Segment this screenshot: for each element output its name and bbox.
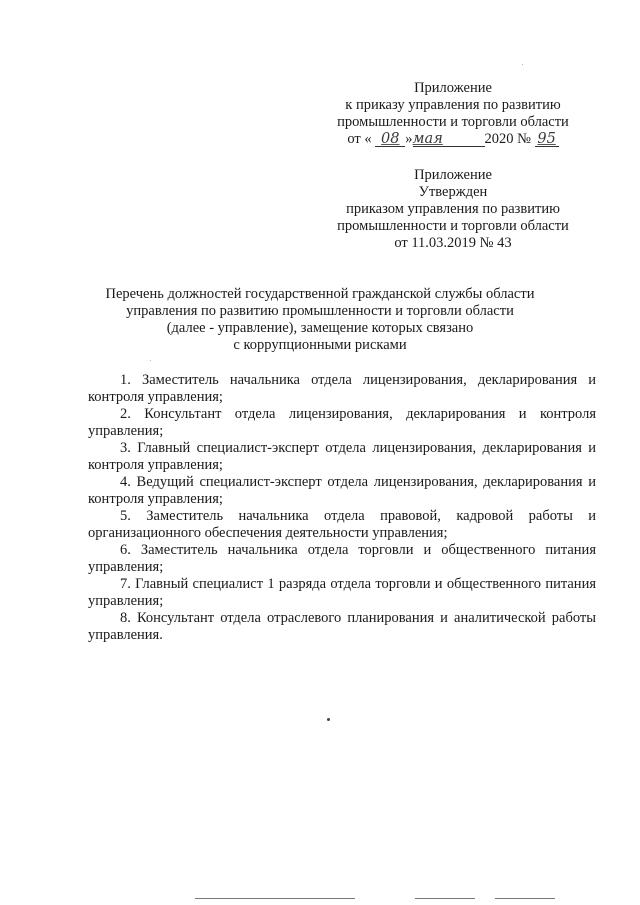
appendix-order-ref: к приказу управления по развитию (345, 97, 561, 113)
scan-edge-line (415, 898, 475, 899)
date-mid: » (405, 131, 413, 147)
document-title (100, 286, 540, 354)
date-year: 2020 № (484, 131, 531, 147)
list-item: 6. Заместитель начальника отдела торговли и общественного питания управления; (88, 542, 596, 575)
scan-edge-line (495, 898, 555, 899)
list-item: 1. Заместитель начальника отдела лицензирования, декларирования и контроля управления; (88, 372, 596, 405)
list-item: 5. Заместитель начальника отдела правовой, кадровой работы и организационного обеспечения деятельности управления; (88, 508, 596, 541)
original-order-dept: промышленности и торговли области (337, 218, 569, 234)
list-item: 8. Консультант отдела отраслевого планирования и аналитической работы управления. (88, 610, 596, 643)
handwritten-day: 08 (381, 131, 400, 147)
original-order-date: от 11.03.2019 № 43 (394, 235, 512, 251)
scan-speck (327, 718, 330, 721)
date-prefix: от « (347, 131, 372, 147)
original-appendix-label: Приложение (414, 167, 492, 183)
title-line-3: (далее - управление), замещение которых связано (166, 320, 474, 336)
list-item: 4. Ведущий специалист-эксперт отдела лицензирования, декларирования и контроля управления; (88, 474, 596, 507)
appendix-current-header (328, 80, 578, 148)
scan-edge-line (195, 898, 355, 899)
appendix-order-dept: промышленности и торговли области (337, 114, 569, 130)
approved-label: Утвержден (418, 184, 488, 200)
list-item: 2. Консультант отдела лицензирования, декларирования и контроля управления; (88, 406, 596, 439)
appendix-date-line (328, 131, 578, 148)
list-item: 7. Главный специалист 1 разряда отдела торговли и общественного питания управления; (88, 576, 596, 609)
scan-speck (150, 360, 151, 361)
original-order-ref: приказом управления по развитию (346, 201, 560, 217)
handwritten-number: 95 (537, 131, 556, 147)
appendix-original-header (328, 167, 578, 252)
positions-list (88, 372, 596, 644)
title-line-1: Перечень должностей государственной гражданской службы области (105, 286, 535, 302)
scan-speck (522, 64, 523, 65)
handwritten-month: мая (412, 131, 443, 147)
list-item: 3. Главный специалист-эксперт отдела лицензирования, декларирования и контроля управления; (88, 440, 596, 473)
title-line-2: управления по развитию промышленности и торговли области (126, 303, 514, 319)
title-line-4: с коррупционными рисками (233, 337, 407, 353)
appendix-label: Приложение (414, 80, 492, 96)
